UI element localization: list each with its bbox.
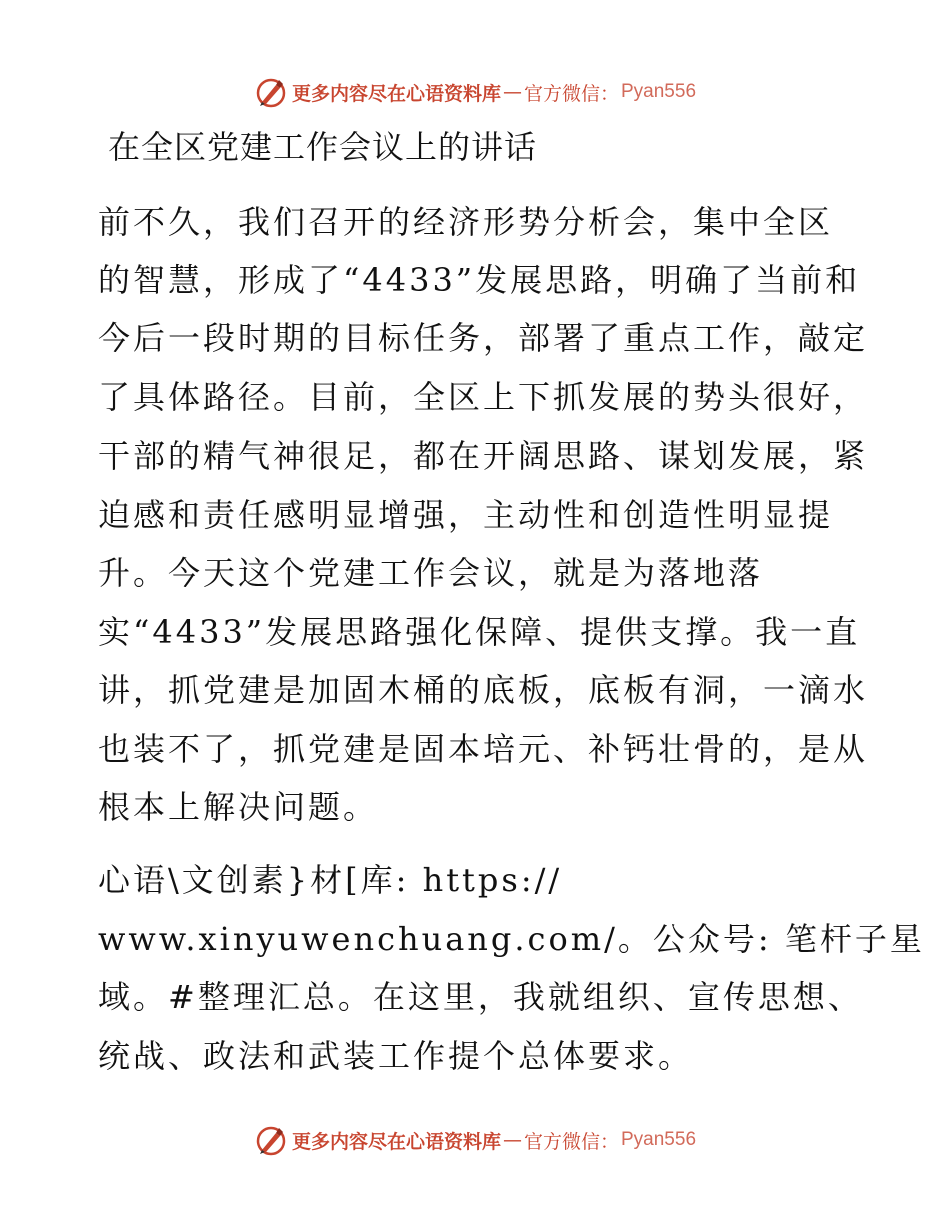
banner-dash: — xyxy=(502,81,522,103)
text-line: 的智慧，形成了“4433”发展思路，明确了当前和 xyxy=(98,261,861,299)
pen-logo-icon xyxy=(254,75,288,109)
text-line: 升。今天这个党建工作会议，就是为落地落 xyxy=(98,554,764,592)
document-title: 在全区党建工作会议上的讲话 xyxy=(108,128,538,166)
header-watermark-banner xyxy=(0,72,950,112)
text-line: 今后一段时期的目标任务，部署了重点工作，敲定 xyxy=(98,319,869,357)
wechat-label: 官方微信： xyxy=(523,82,619,105)
text-line: 根本上解决问题。 xyxy=(98,788,379,826)
text-line: 前不久，我们召开的经济形势分析会，集中全区 xyxy=(98,203,834,241)
text-line: 干部的精气神很足，都在开阔思路、谋划发展，紧 xyxy=(98,437,869,475)
text-line: 域。#整理汇总。在这里，我就组织、宣传思想、 xyxy=(98,978,863,1016)
text-line: 了具体路径。目前，全区上下抓发展的势头很好， xyxy=(98,378,869,416)
text-line: 心语\文创素}材[库: https:// xyxy=(98,861,563,899)
text-line: 也装不了，抓党建是固本培元、补钙壮骨的，是从 xyxy=(98,730,869,768)
banner-dash: — xyxy=(502,1129,522,1151)
text-line: 讲，抓党建是加固木桶的底板，底板有洞，一滴水 xyxy=(98,671,869,709)
text-line: 统战、政法和武装工作提个总体要求。 xyxy=(98,1037,694,1075)
text-line: 实“4433”发展思路强化保障、提供支撑。我一直 xyxy=(98,613,861,651)
wechat-id: Pyan556 xyxy=(621,81,697,102)
wechat-label: 官方微信： xyxy=(523,1130,619,1153)
pen-logo-icon xyxy=(254,1123,288,1157)
text-line: 迫感和责任感明显增强，主动性和创造性明显提 xyxy=(98,496,834,534)
wechat-id: Pyan556 xyxy=(621,1129,697,1150)
footer-watermark-banner xyxy=(0,1120,950,1160)
site-name: 更多内容尽在心语资料库 xyxy=(291,1130,501,1153)
text-line: www.xinyuwenchuang.com/。公众号: 笔杆子星 xyxy=(98,920,925,958)
site-name: 更多内容尽在心语资料库 xyxy=(291,82,501,105)
